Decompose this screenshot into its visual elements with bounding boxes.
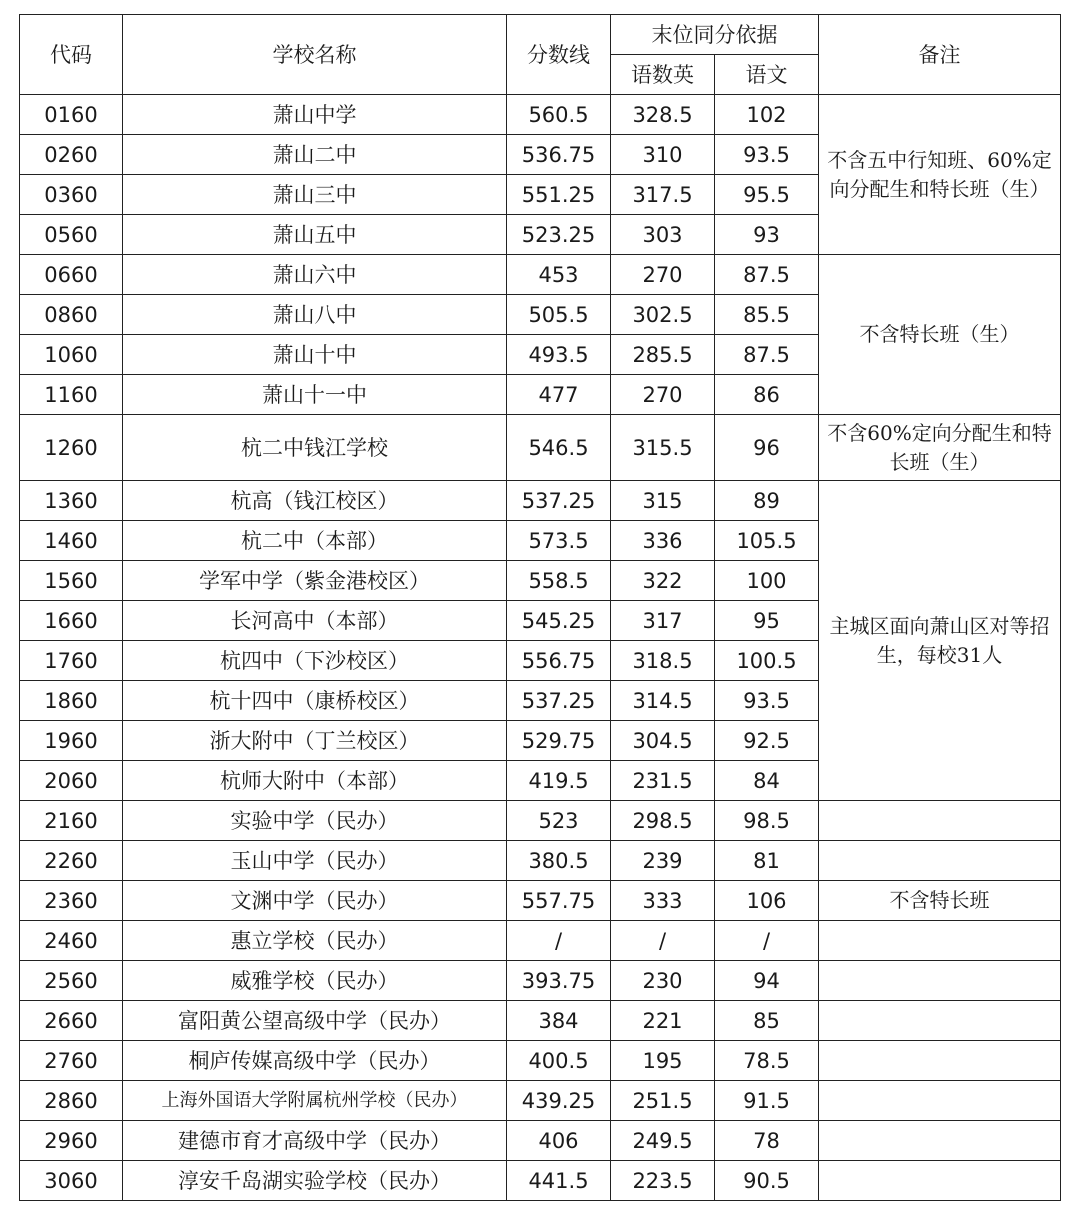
- school-name-cell: 实验中学（民办）: [123, 801, 507, 841]
- cme-score-cell: 239: [611, 841, 715, 881]
- score-cell: 523.25: [507, 215, 611, 255]
- school-name-cell: 玉山中学（民办）: [123, 841, 507, 881]
- code-cell: 1060: [20, 335, 123, 375]
- table-row: [20, 415, 1061, 481]
- chinese-score-cell: 96: [715, 415, 819, 481]
- table-row: [20, 961, 1061, 1001]
- note-cell: 不含60%定向分配生和特长班（生）: [819, 415, 1061, 481]
- cme-score-cell: /: [611, 921, 715, 961]
- note-cell: 主城区面向萧山区对等招生，每校31人: [819, 481, 1061, 801]
- code-cell: 2160: [20, 801, 123, 841]
- school-name-cell: 文渊中学（民办）: [123, 881, 507, 921]
- chinese-score-cell: 100.5: [715, 641, 819, 681]
- cme-score-cell: 328.5: [611, 95, 715, 135]
- school-name-cell: 杭四中（下沙校区）: [123, 641, 507, 681]
- school-name-cell: 萧山中学: [123, 95, 507, 135]
- table-row: [20, 1081, 1061, 1121]
- score-cell: 406: [507, 1121, 611, 1161]
- score-cell: /: [507, 921, 611, 961]
- table-row: [20, 95, 1061, 135]
- code-cell: 2860: [20, 1081, 123, 1121]
- school-name-cell: 萧山十一中: [123, 375, 507, 415]
- code-cell: 2060: [20, 761, 123, 801]
- cme-score-cell: 251.5: [611, 1081, 715, 1121]
- cme-score-cell: 302.5: [611, 295, 715, 335]
- score-cell: 384: [507, 1001, 611, 1041]
- code-cell: 2360: [20, 881, 123, 921]
- chinese-score-cell: 86: [715, 375, 819, 415]
- table-row: [20, 481, 1061, 521]
- table-row: [20, 841, 1061, 881]
- school-name-cell: 杭二中（本部）: [123, 521, 507, 561]
- note-cell-empty: [819, 921, 1061, 961]
- cme-score-cell: 317: [611, 601, 715, 641]
- code-cell: 0860: [20, 295, 123, 335]
- table-body: [20, 95, 1061, 1201]
- score-cell: 439.25: [507, 1081, 611, 1121]
- score-table: [19, 14, 1061, 1201]
- score-cell: 419.5: [507, 761, 611, 801]
- school-name-cell: 学军中学（紫金港校区）: [123, 561, 507, 601]
- score-cell: 545.25: [507, 601, 611, 641]
- cme-score-cell: 315.5: [611, 415, 715, 481]
- header-school: 学校名称: [123, 15, 507, 95]
- school-name-cell: 桐庐传媒高级中学（民办）: [123, 1041, 507, 1081]
- school-name-cell: 富阳黄公望高级中学（民办）: [123, 1001, 507, 1041]
- code-cell: 2760: [20, 1041, 123, 1081]
- cme-score-cell: 230: [611, 961, 715, 1001]
- score-cell: 400.5: [507, 1041, 611, 1081]
- score-cell: 556.75: [507, 641, 611, 681]
- table-row: [20, 921, 1061, 961]
- code-cell: 1760: [20, 641, 123, 681]
- score-cell: 558.5: [507, 561, 611, 601]
- score-cell: 537.25: [507, 681, 611, 721]
- table-row: [20, 255, 1061, 295]
- cme-score-cell: 304.5: [611, 721, 715, 761]
- chinese-score-cell: 85.5: [715, 295, 819, 335]
- school-name-cell: 杭十四中（康桥校区）: [123, 681, 507, 721]
- note-cell-empty: [819, 1161, 1061, 1201]
- code-cell: 1660: [20, 601, 123, 641]
- school-name-cell: 淳安千岛湖实验学校（民办）: [123, 1161, 507, 1201]
- note-cell-empty: [819, 801, 1061, 841]
- table-row: [20, 1121, 1061, 1161]
- chinese-score-cell: 93.5: [715, 681, 819, 721]
- note-cell-empty: [819, 1081, 1061, 1121]
- code-cell: 1160: [20, 375, 123, 415]
- note-cell-empty: [819, 961, 1061, 1001]
- code-cell: 0360: [20, 175, 123, 215]
- chinese-score-cell: 91.5: [715, 1081, 819, 1121]
- cme-score-cell: 195: [611, 1041, 715, 1081]
- code-cell: 2660: [20, 1001, 123, 1041]
- note-cell: 不含五中行知班、60%定向分配生和特长班（生）: [819, 95, 1061, 255]
- code-cell: 1460: [20, 521, 123, 561]
- chinese-score-cell: 84: [715, 761, 819, 801]
- chinese-score-cell: 92.5: [715, 721, 819, 761]
- chinese-score-cell: 78: [715, 1121, 819, 1161]
- score-cell: 393.75: [507, 961, 611, 1001]
- chinese-score-cell: 95: [715, 601, 819, 641]
- school-name-cell: 长河高中（本部）: [123, 601, 507, 641]
- chinese-score-cell: 89: [715, 481, 819, 521]
- note-cell: 不含特长班: [819, 881, 1061, 921]
- code-cell: 2960: [20, 1121, 123, 1161]
- school-name-cell: 萧山六中: [123, 255, 507, 295]
- cme-score-cell: 285.5: [611, 335, 715, 375]
- header-cme: 语数英: [611, 55, 715, 95]
- table-row: [20, 1041, 1061, 1081]
- code-cell: 3060: [20, 1161, 123, 1201]
- header-row-1: [20, 15, 1061, 55]
- chinese-score-cell: 102: [715, 95, 819, 135]
- cme-score-cell: 221: [611, 1001, 715, 1041]
- score-cell: 505.5: [507, 295, 611, 335]
- score-cell: 477: [507, 375, 611, 415]
- table-row: [20, 1001, 1061, 1041]
- school-name-cell: 萧山三中: [123, 175, 507, 215]
- chinese-score-cell: 85: [715, 1001, 819, 1041]
- school-name-cell: 杭师大附中（本部）: [123, 761, 507, 801]
- score-cell: 546.5: [507, 415, 611, 481]
- chinese-score-cell: 93: [715, 215, 819, 255]
- chinese-score-cell: 94: [715, 961, 819, 1001]
- score-cell: 380.5: [507, 841, 611, 881]
- cme-score-cell: 333: [611, 881, 715, 921]
- score-cell: 536.75: [507, 135, 611, 175]
- cme-score-cell: 270: [611, 375, 715, 415]
- chinese-score-cell: /: [715, 921, 819, 961]
- code-cell: 2460: [20, 921, 123, 961]
- cme-score-cell: 249.5: [611, 1121, 715, 1161]
- note-cell-empty: [819, 1001, 1061, 1041]
- chinese-score-cell: 98.5: [715, 801, 819, 841]
- school-name-cell: 浙大附中（丁兰校区）: [123, 721, 507, 761]
- header-tiebreak: 末位同分依据: [611, 15, 819, 55]
- cme-score-cell: 303: [611, 215, 715, 255]
- school-name-cell: 威雅学校（民办）: [123, 961, 507, 1001]
- code-cell: 1960: [20, 721, 123, 761]
- code-cell: 0160: [20, 95, 123, 135]
- note-cell-empty: [819, 1121, 1061, 1161]
- cme-score-cell: 298.5: [611, 801, 715, 841]
- code-cell: 0560: [20, 215, 123, 255]
- score-cell: 537.25: [507, 481, 611, 521]
- note-cell-empty: [819, 1041, 1061, 1081]
- chinese-score-cell: 95.5: [715, 175, 819, 215]
- school-name-cell: 萧山十中: [123, 335, 507, 375]
- chinese-score-cell: 90.5: [715, 1161, 819, 1201]
- cme-score-cell: 317.5: [611, 175, 715, 215]
- school-name-cell: 萧山八中: [123, 295, 507, 335]
- header-score: 分数线: [507, 15, 611, 95]
- school-name-cell: 杭高（钱江校区）: [123, 481, 507, 521]
- code-cell: 2560: [20, 961, 123, 1001]
- school-name-cell: 杭二中钱江学校: [123, 415, 507, 481]
- header-code: 代码: [20, 15, 123, 95]
- score-table-container: [19, 14, 1061, 1201]
- chinese-score-cell: 78.5: [715, 1041, 819, 1081]
- code-cell: 1860: [20, 681, 123, 721]
- school-name-cell: 上海外国语大学附属杭州学校（民办）: [123, 1081, 507, 1121]
- score-cell: 441.5: [507, 1161, 611, 1201]
- chinese-score-cell: 105.5: [715, 521, 819, 561]
- cme-score-cell: 270: [611, 255, 715, 295]
- code-cell: 1260: [20, 415, 123, 481]
- chinese-score-cell: 87.5: [715, 255, 819, 295]
- cme-score-cell: 231.5: [611, 761, 715, 801]
- chinese-score-cell: 100: [715, 561, 819, 601]
- header-chinese: 语文: [715, 55, 819, 95]
- cme-score-cell: 318.5: [611, 641, 715, 681]
- chinese-score-cell: 87.5: [715, 335, 819, 375]
- school-name-cell: 惠立学校（民办）: [123, 921, 507, 961]
- cme-score-cell: 336: [611, 521, 715, 561]
- school-name-cell: 萧山二中: [123, 135, 507, 175]
- table-row: [20, 1161, 1061, 1201]
- score-cell: 529.75: [507, 721, 611, 761]
- score-cell: 493.5: [507, 335, 611, 375]
- note-cell-empty: [819, 841, 1061, 881]
- score-cell: 573.5: [507, 521, 611, 561]
- score-cell: 551.25: [507, 175, 611, 215]
- chinese-score-cell: 106: [715, 881, 819, 921]
- score-cell: 560.5: [507, 95, 611, 135]
- score-cell: 557.75: [507, 881, 611, 921]
- chinese-score-cell: 81: [715, 841, 819, 881]
- chinese-score-cell: 93.5: [715, 135, 819, 175]
- cme-score-cell: 322: [611, 561, 715, 601]
- cme-score-cell: 223.5: [611, 1161, 715, 1201]
- cme-score-cell: 314.5: [611, 681, 715, 721]
- header-note: 备注: [819, 15, 1061, 95]
- cme-score-cell: 310: [611, 135, 715, 175]
- table-row: [20, 881, 1061, 921]
- code-cell: 2260: [20, 841, 123, 881]
- score-cell: 453: [507, 255, 611, 295]
- code-cell: 1360: [20, 481, 123, 521]
- school-name-cell: 萧山五中: [123, 215, 507, 255]
- score-cell: 523: [507, 801, 611, 841]
- code-cell: 0260: [20, 135, 123, 175]
- table-row: [20, 801, 1061, 841]
- code-cell: 0660: [20, 255, 123, 295]
- code-cell: 1560: [20, 561, 123, 601]
- school-name-cell: 建德市育才高级中学（民办）: [123, 1121, 507, 1161]
- note-cell: 不含特长班（生）: [819, 255, 1061, 415]
- cme-score-cell: 315: [611, 481, 715, 521]
